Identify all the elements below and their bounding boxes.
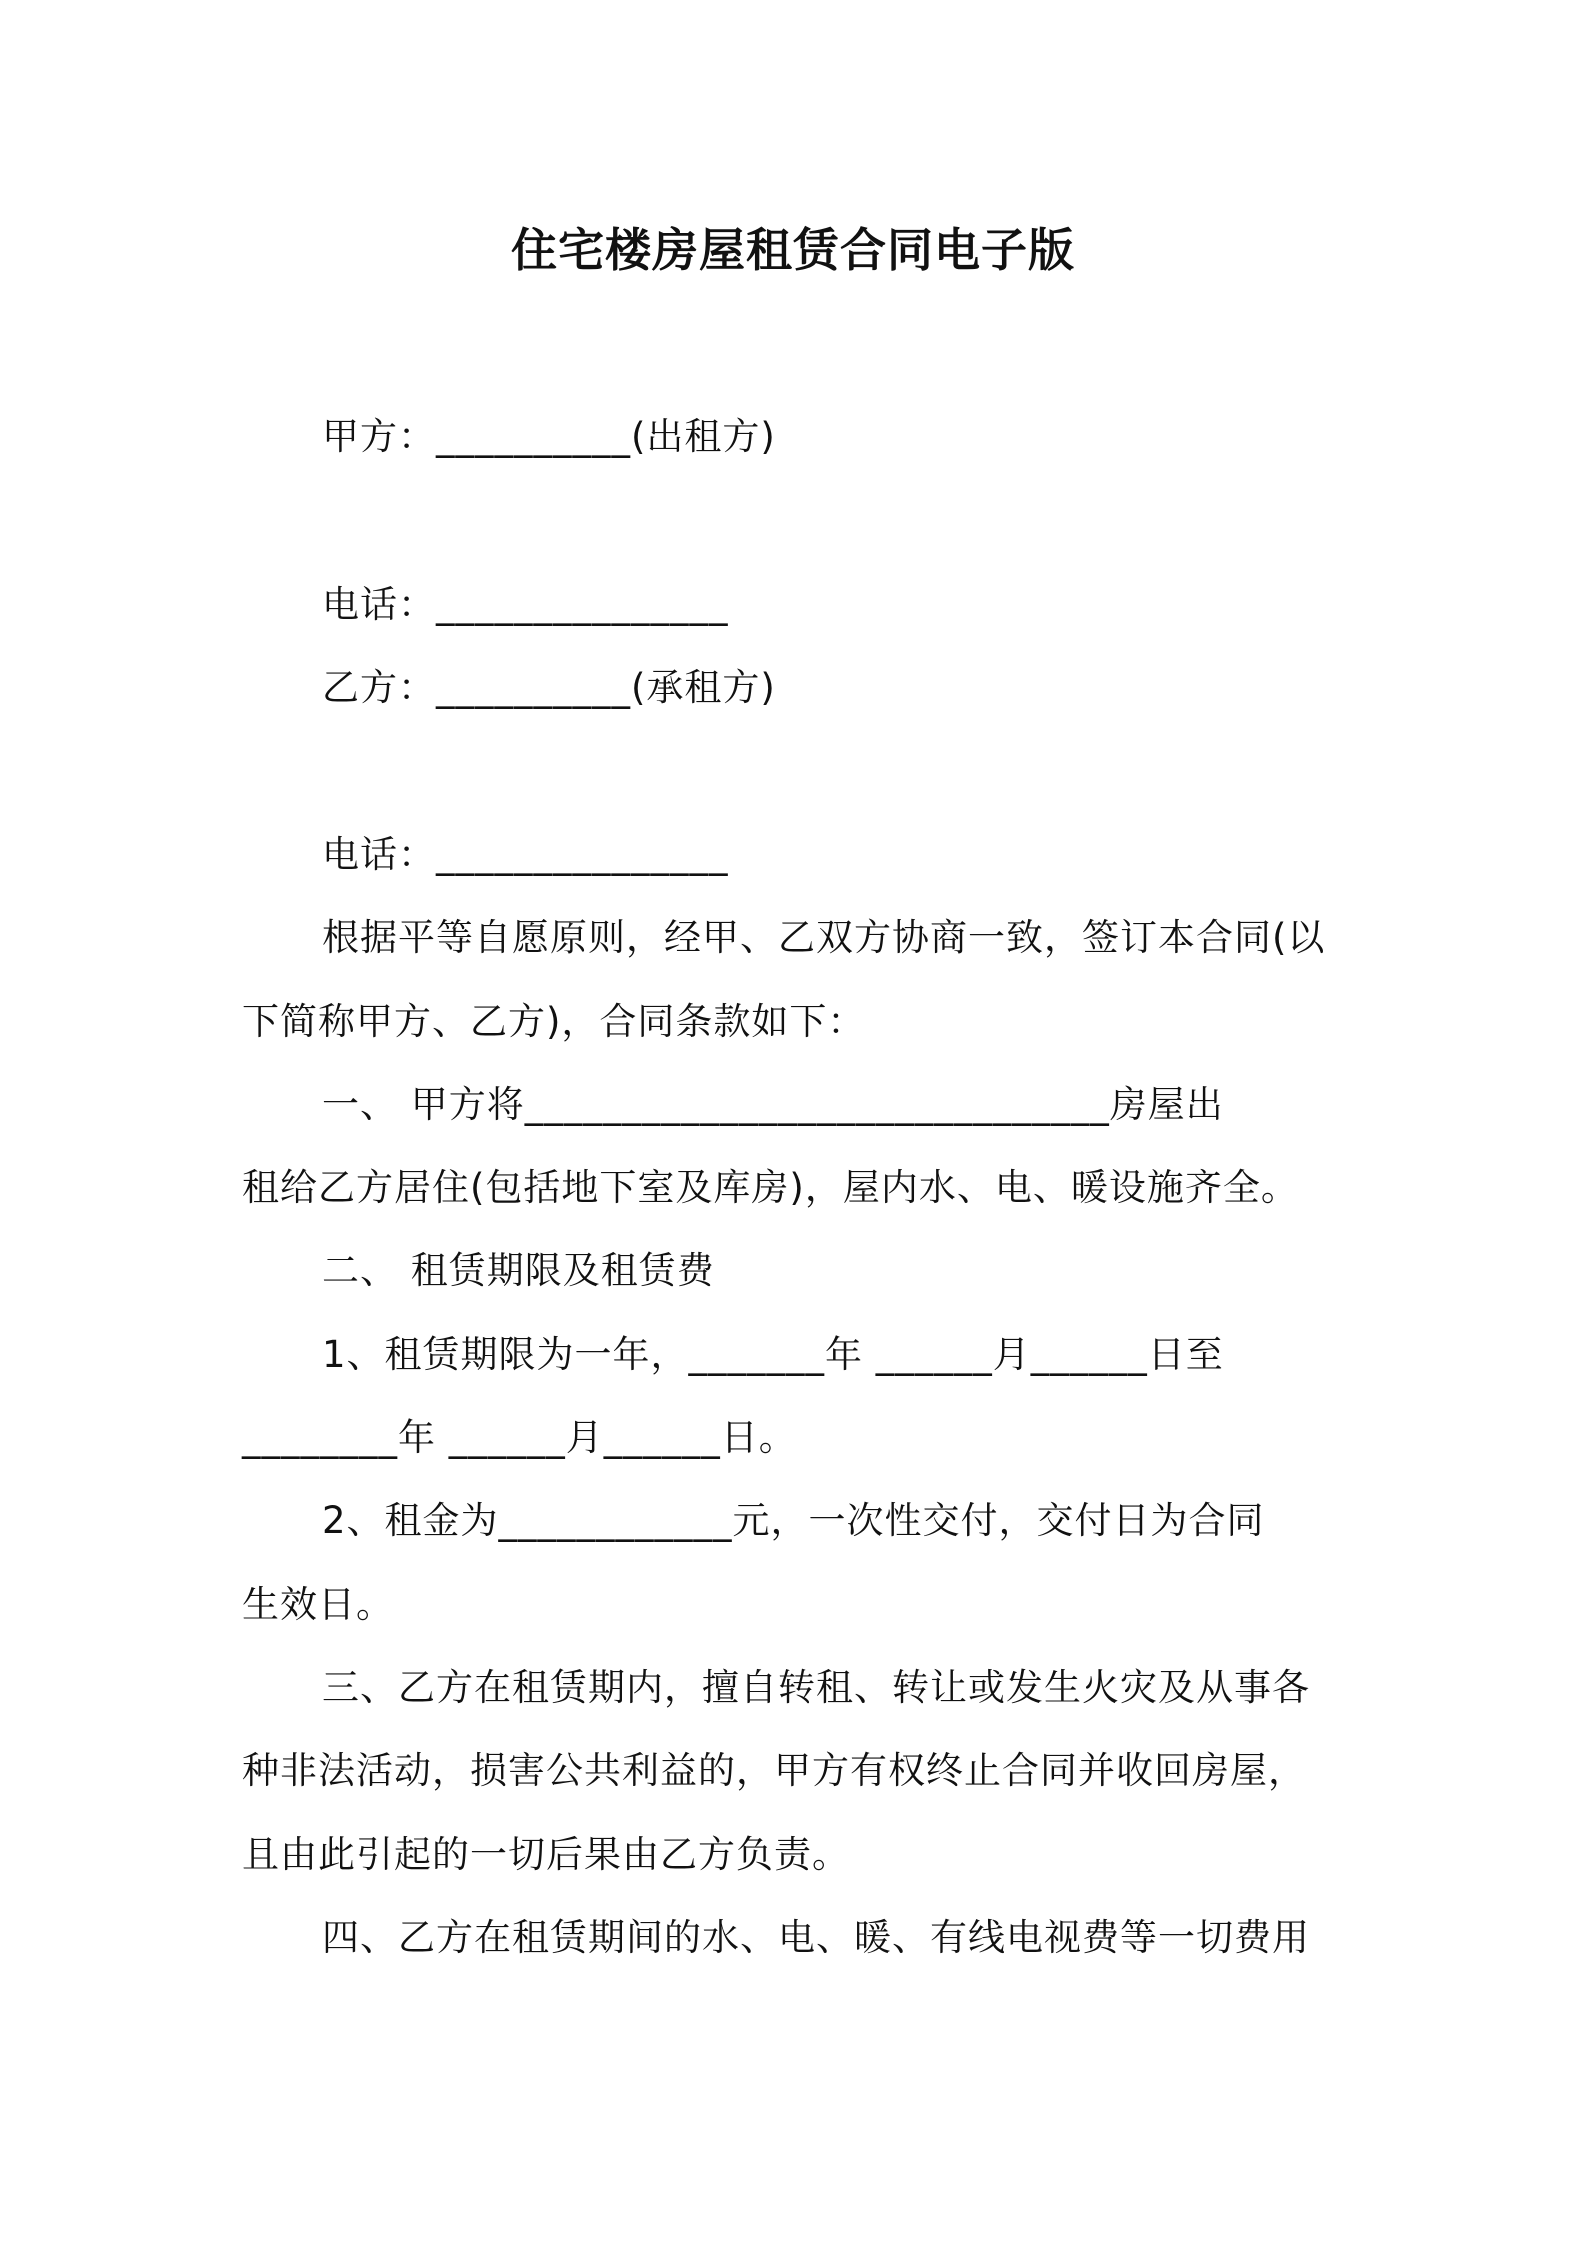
preamble-line-1: 根据平等自愿原则，经甲、乙双方协商一致，签订本合同(以 — [322, 916, 1326, 959]
party-a-phone-line: 电话：_______________ — [322, 583, 729, 626]
clause-3-line-3: 且由此引起的一切后果由乙方负责。 — [242, 1833, 850, 1876]
party-b-phone-line: 电话：_______________ — [322, 833, 729, 876]
page-title: 住宅楼房屋租赁合同电子版 — [511, 223, 1075, 277]
clause-3-line-1: 三、乙方在租赁期内，擅自转租、转让或发生火灾及从事各 — [322, 1666, 1310, 1709]
clause-3-line-2: 种非法活动，损害公共利益的，甲方有权终止合同并收回房屋， — [242, 1749, 1306, 1792]
party-a-line: 甲方：__________(出租方) — [322, 415, 776, 458]
preamble-line-2: 下简称甲方、乙方)，合同条款如下： — [242, 1000, 866, 1043]
party-b-line: 乙方：__________(承租方) — [322, 666, 776, 709]
clause-2-1-line-1: 1、租赁期限为一年，_______年 ______月______日至 — [322, 1333, 1224, 1376]
clause-2-1-line-2: ________年 ______月______日。 — [242, 1416, 797, 1459]
clause-1-line-1: 一、 甲方将______________________________房屋出 — [322, 1083, 1224, 1126]
clause-1-line-2: 租给乙方居住(包括地下室及库房)，屋内水、电、暖设施齐全。 — [242, 1166, 1299, 1209]
clause-4-line-1: 四、乙方在租赁期间的水、电、暖、有线电视费等一切费用 — [322, 1916, 1310, 1959]
clause-2-heading: 二、 租赁期限及租赁费 — [322, 1249, 715, 1292]
clause-2-2-line-2: 生效日。 — [242, 1583, 394, 1626]
clause-2-2-line-1: 2、租金为____________元，一次性交付，交付日为合同 — [322, 1499, 1265, 1542]
